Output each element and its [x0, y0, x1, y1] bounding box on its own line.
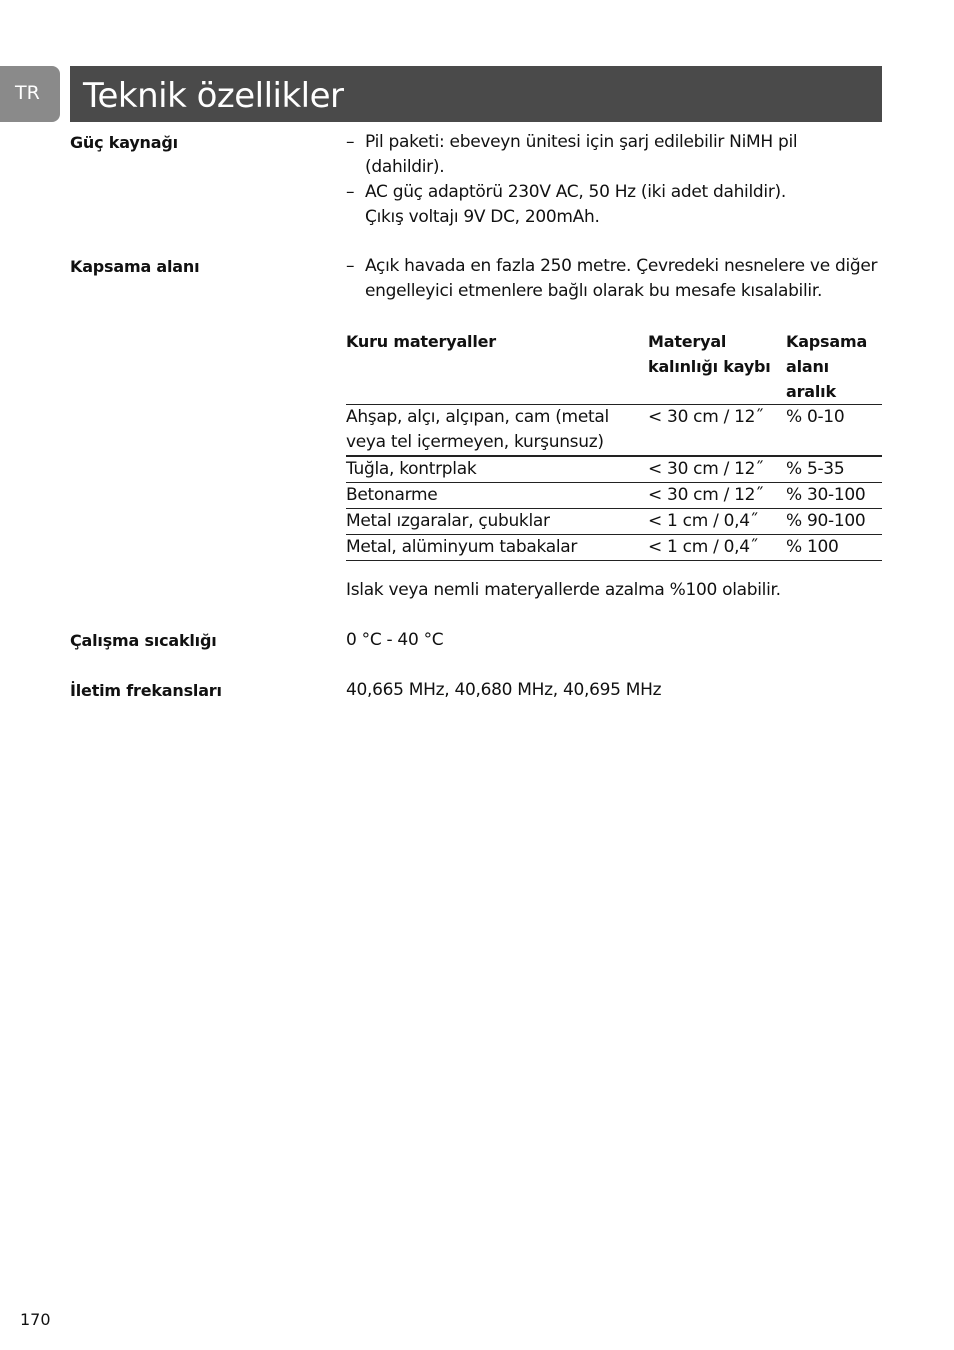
power-supply-content	[346, 130, 886, 230]
range-content	[346, 254, 886, 304]
header-range-interval: Kapsama alanı aralık	[786, 329, 882, 405]
frequency-value: 40,665 MHz, 40,680 MHz, 40,695 MHz	[346, 680, 662, 700]
range-cell: % 0-10	[786, 405, 882, 457]
thickness-cell: < 30 cm / 12˝	[648, 405, 786, 457]
range-cell: % 5-35	[786, 456, 882, 483]
power-bullet-1	[346, 130, 886, 180]
materials-table	[346, 329, 882, 561]
temperature-value: 0 °C - 40 °C	[346, 630, 444, 650]
table-row	[346, 456, 882, 483]
dash: –	[346, 132, 355, 152]
range-cell: % 30-100	[786, 483, 882, 509]
power-bullet-text: Pil paketi: ebeveyn ünitesi için şarj edilebilir NiMH pil (dahildir).	[365, 132, 798, 177]
range-note: Islak veya nemli materyallerde azalma %100 olabilir.	[346, 580, 781, 600]
range-cell: % 100	[786, 535, 882, 561]
thickness-cell: < 30 cm / 12˝	[648, 483, 786, 509]
dash: –	[346, 182, 355, 202]
range-bullet-text: Açık havada en fazla 250 metre. Çevredeki nesnelere ve diğer engelleyici etmenlere bağlı olarak bu mesafe kısalabilir.	[365, 256, 878, 301]
power-bullet-2	[346, 180, 886, 230]
temperature-label: Çalışma sıcaklığı	[70, 631, 217, 650]
material-cell: Metal, alüminyum tabakalar	[346, 535, 648, 561]
table-row	[346, 405, 882, 457]
power-bullet-text: AC güç adaptörü 230V AC, 50 Hz (iki adet dahildir). Çıkış voltajı 9V DC, 200mAh.	[365, 182, 786, 227]
table-header-row	[346, 329, 882, 405]
material-cell: Metal ızgaralar, çubuklar	[346, 509, 648, 535]
table-row	[346, 483, 882, 509]
header-thickness-loss: Materyal kalınlığı kaybı	[648, 329, 786, 405]
thickness-cell: < 1 cm / 0,4˝	[648, 535, 786, 561]
range-cell: % 90-100	[786, 509, 882, 535]
dash: –	[346, 256, 355, 276]
table-row	[346, 509, 882, 535]
power-supply-label: Güç kaynağı	[70, 133, 178, 152]
frequency-label: İletim frekansları	[70, 681, 222, 700]
range-bullet-1	[346, 254, 886, 304]
material-cell: Betonarme	[346, 483, 648, 509]
material-cell: Tuğla, kontrplak	[346, 456, 648, 483]
thickness-cell: < 1 cm / 0,4˝	[648, 509, 786, 535]
page-number: 170	[20, 1310, 51, 1329]
material-cell: Ahşap, alçı, alçıpan, cam (metal veya tel içermeyen, kurşunsuz)	[346, 405, 648, 457]
table-row	[346, 535, 882, 561]
range-label: Kapsama alanı	[70, 257, 200, 276]
language-tab: TR	[0, 66, 60, 122]
page-title: Teknik özellikler	[70, 66, 882, 122]
header-dry-materials: Kuru materyaller	[346, 329, 648, 405]
thickness-cell: < 30 cm / 12˝	[648, 456, 786, 483]
